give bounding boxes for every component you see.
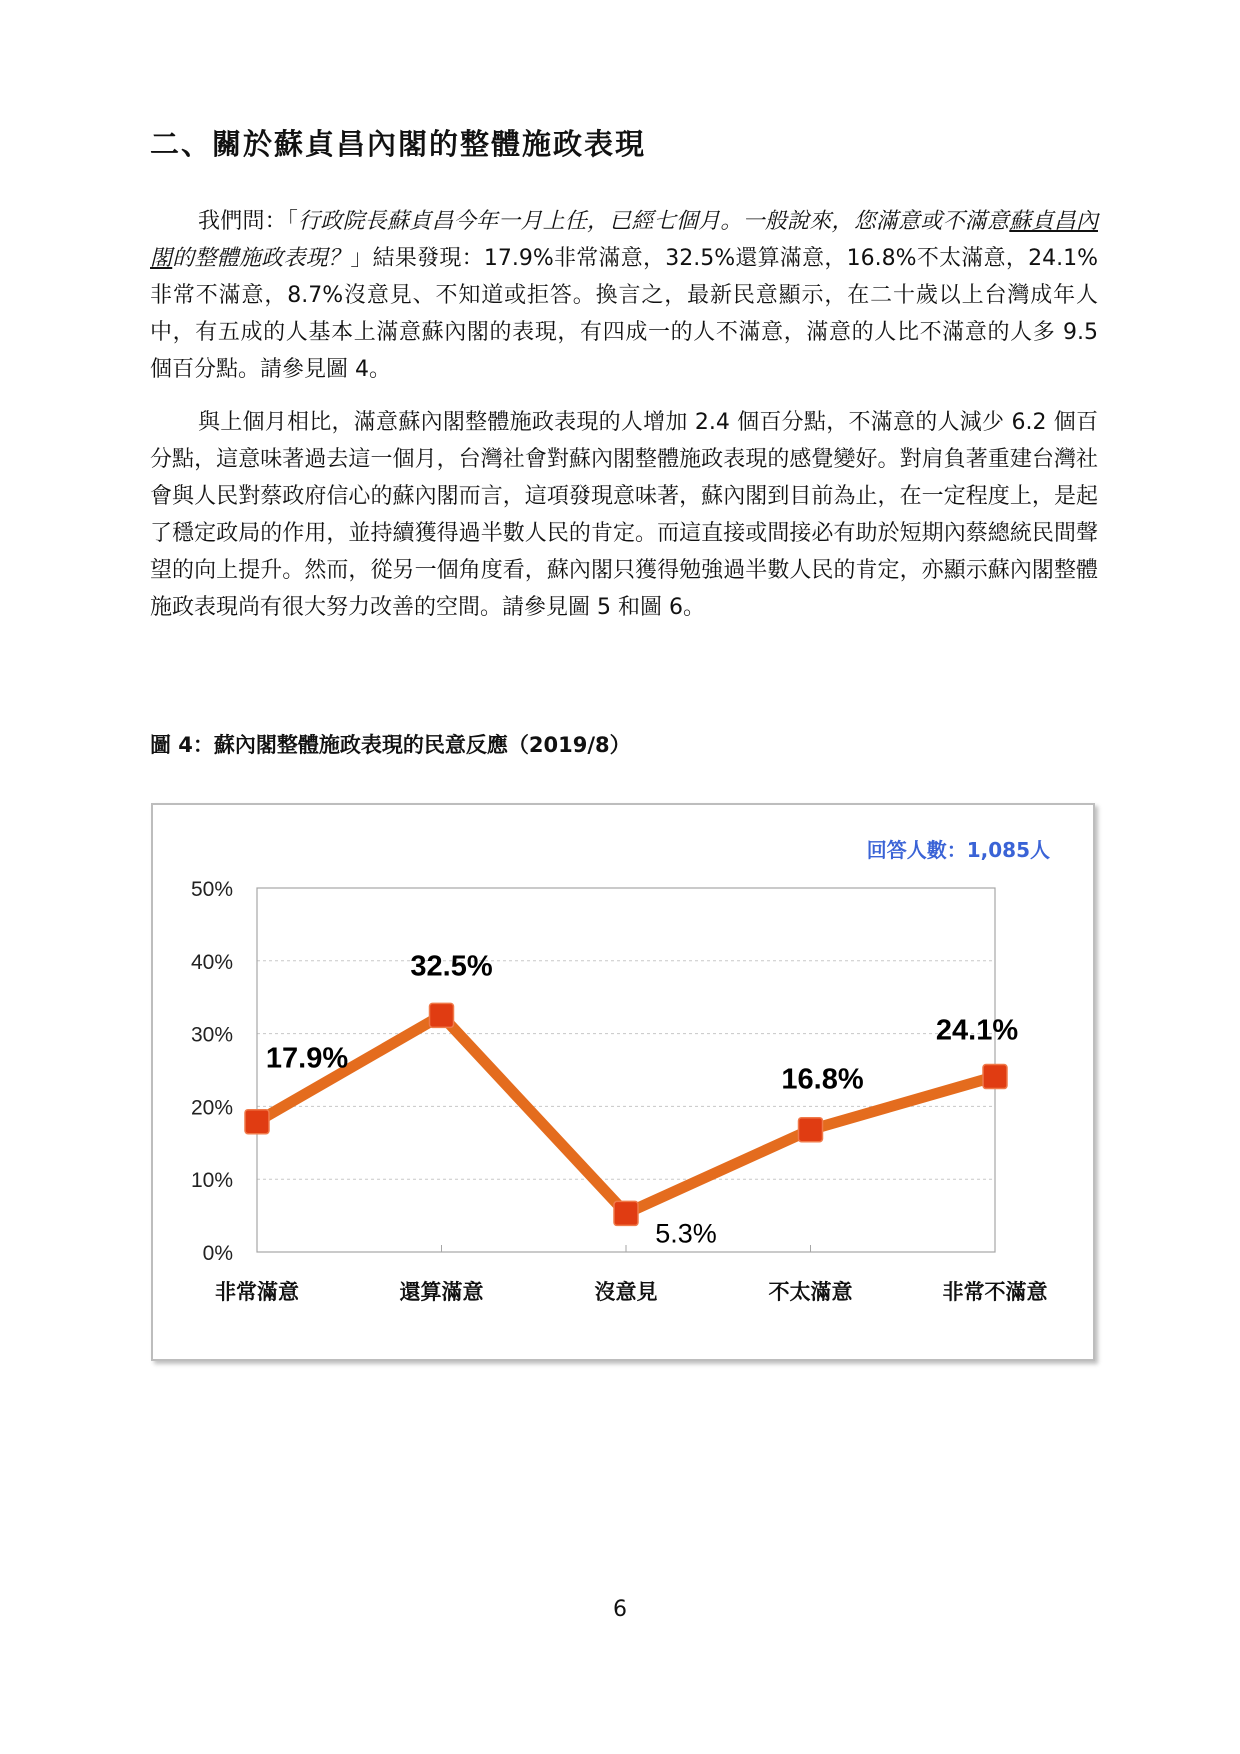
y-tick-label: 40% bbox=[190, 950, 233, 974]
para1-rest: 」結果發現：17.9%非常滿意，32.5%還算滿意，16.8%不太滿意，24.1%非常不滿意，8.7%沒意見、不知道或拒答。換言之，最新民意顯示，在二十歲以上台灣成年人中，有五成的人基本上滿意蘇內閣的表現，有四成一的人不滿意，滿意的人比不滿意的人多 9.5 個百分點。請參見圖 4。 bbox=[150, 246, 1098, 382]
series-line bbox=[257, 1015, 995, 1213]
chart-frame bbox=[151, 803, 1095, 1361]
survey-question-part-c: 的整體施政表現？ bbox=[172, 246, 351, 271]
data-point-marker bbox=[614, 1201, 638, 1225]
x-category-label: 非常不滿意 bbox=[942, 1280, 1048, 1304]
x-category-label: 不太滿意 bbox=[768, 1280, 853, 1304]
respondents-note: 回答人數：1,085人 bbox=[866, 838, 1050, 862]
data-point-marker bbox=[983, 1065, 1007, 1089]
data-label: 5.3% bbox=[655, 1218, 717, 1249]
data-label: 24.1% bbox=[935, 1014, 1019, 1047]
line-chart bbox=[153, 805, 1093, 1359]
x-category-label: 非常滿意 bbox=[215, 1280, 299, 1304]
y-tick-label: 30% bbox=[190, 1023, 233, 1047]
x-category-label: 還算滿意 bbox=[399, 1280, 484, 1304]
para1-intro: 我們問：「 bbox=[198, 209, 299, 234]
survey-question-part-a: 行政院長蘇貞昌今年一月上任，已經七個月。一般說來，您滿意或不滿意 bbox=[298, 209, 1010, 234]
y-tick-label: 10% bbox=[190, 1169, 233, 1193]
paragraph-1 bbox=[150, 203, 1098, 388]
body-text bbox=[150, 203, 1098, 626]
plot-area bbox=[257, 888, 995, 1252]
paragraph-2: 與上個月相比，滿意蘇內閣整體施政表現的人增加 2.4 個百分點，不滿意的人減少 6.2 個百分點，這意味著過去這一個月，台灣社會對蘇內閣整體施政表現的感覺變好。對肩負著重建台灣社會與人民對蔡政府信心的蘇內閣而言，這項發現意味著，蘇內閣到目前為止，在一定程度上，是起了穩定政局的作用，並持續獲得過半數人民的肯定。而這直接或間接必有助於短期內蔡總統民間聲望的向上提升。然而，從另一個角度看，蘇內閣只獲得勉強過半數人民的肯定，亦顯示蘇內閣整體施政表現尚有很大努力改善的空間。請參見圖 5 和圖 6。 bbox=[150, 410, 1098, 620]
y-tick-label: 0% bbox=[202, 1242, 233, 1265]
page-number: 6 bbox=[613, 1597, 627, 1622]
data-point-marker bbox=[245, 1110, 269, 1134]
data-point-marker bbox=[799, 1118, 823, 1142]
data-label: 16.8% bbox=[781, 1063, 864, 1096]
survey-question-underlined: 蘇貞昌內閣 bbox=[150, 209, 1098, 271]
figure-caption: 圖 4：蘇內閣整體施政表現的民意反應（2019/8） bbox=[150, 733, 631, 757]
data-point-marker bbox=[430, 1003, 454, 1027]
y-tick-label: 50% bbox=[190, 878, 233, 901]
data-label: 17.9% bbox=[265, 1042, 349, 1075]
x-category-label: 沒意見 bbox=[594, 1280, 658, 1304]
y-tick-label: 20% bbox=[190, 1096, 233, 1120]
data-label: 32.5% bbox=[410, 950, 493, 983]
section-heading: 二、關於蘇貞昌內閣的整體施政表現 bbox=[150, 127, 647, 161]
